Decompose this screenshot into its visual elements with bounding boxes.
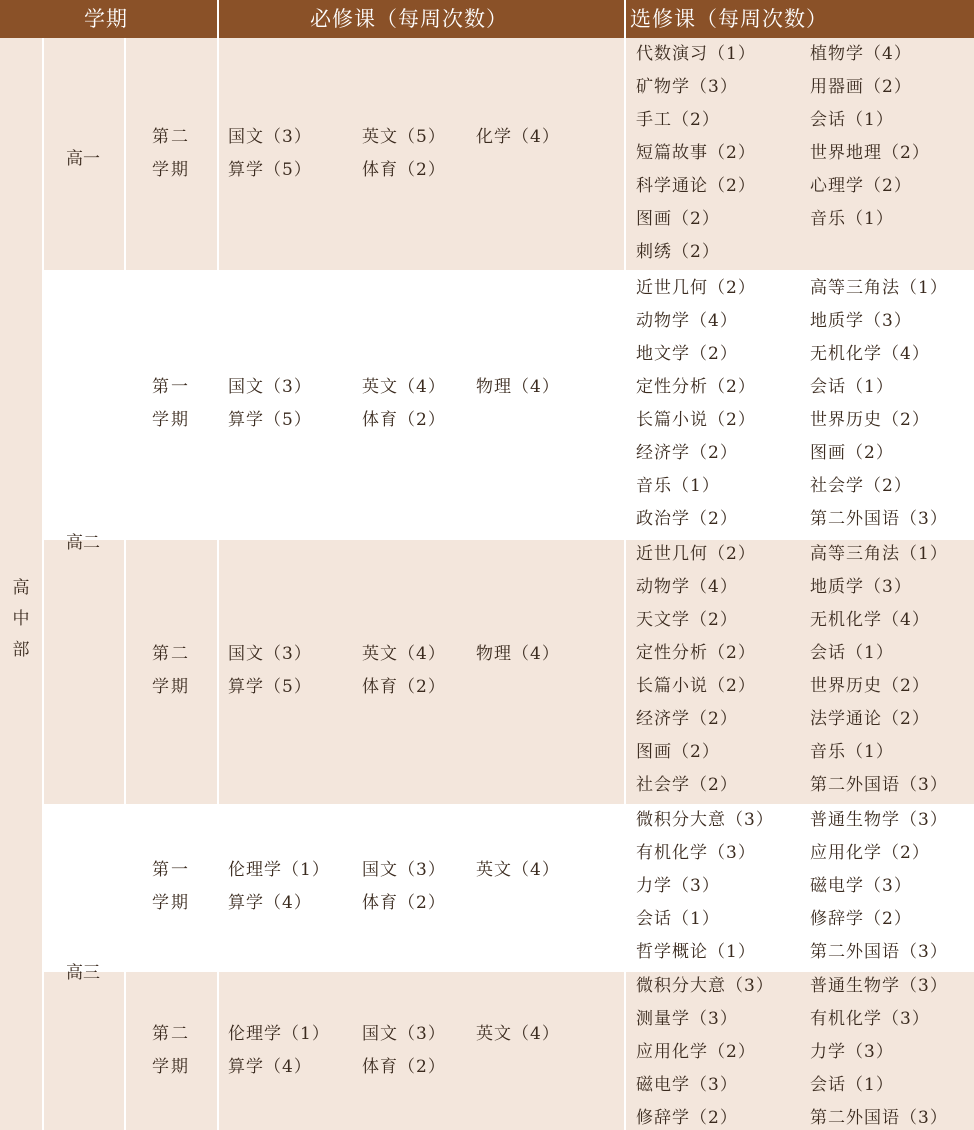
required-course: 物理（4） <box>476 377 560 397</box>
elective-course: 动物学（4） <box>636 577 738 597</box>
term-label-line: 第一 <box>152 860 190 880</box>
header-elective: 选修课（每周次数） <box>630 7 828 31</box>
elective-course: 有机化学（3） <box>636 843 756 863</box>
elective-course: 普通生物学（3） <box>810 976 948 996</box>
level-column <box>0 38 42 1130</box>
required-course: 体育（2） <box>362 160 446 180</box>
required-course: 英文（4） <box>476 1024 560 1044</box>
elective-course: 有机化学（3） <box>810 1009 930 1029</box>
elective-course: 图画（2） <box>636 209 720 229</box>
elective-course: 音乐（1） <box>810 209 894 229</box>
elective-course: 会话（1） <box>636 909 720 929</box>
term-label-line: 学期 <box>152 160 190 180</box>
term-label-line: 第一 <box>152 377 190 397</box>
required-course: 算学（4） <box>228 893 312 913</box>
column-divider <box>217 0 219 1130</box>
elective-course: 政治学（2） <box>636 509 738 529</box>
header-required: 必修课（每周次数） <box>310 7 508 31</box>
elective-course: 修辞学（2） <box>810 909 912 929</box>
elective-course: 微积分大意（3） <box>636 810 774 830</box>
elective-course: 应用化学（2） <box>636 1042 756 1062</box>
elective-course: 定性分析（2） <box>636 643 756 663</box>
elective-course: 近世几何（2） <box>636 278 756 298</box>
required-course: 英文（4） <box>362 644 446 664</box>
grade-label: 高一 <box>66 149 100 169</box>
required-course: 算学（5） <box>228 160 312 180</box>
elective-course: 第二外国语（3） <box>810 509 948 529</box>
elective-course: 地文学（2） <box>636 344 738 364</box>
required-course: 英文（5） <box>362 127 446 147</box>
elective-course: 代数演习（1） <box>636 44 756 64</box>
elective-course: 会话（1） <box>810 110 894 130</box>
grade-label: 高三 <box>66 963 100 983</box>
grade-label: 高二 <box>66 533 100 553</box>
required-course: 体育（2） <box>362 677 446 697</box>
elective-course: 第二外国语（3） <box>810 775 948 795</box>
required-course: 算学（4） <box>228 1057 312 1077</box>
elective-course: 第二外国语（3） <box>810 1108 948 1128</box>
elective-course: 近世几何（2） <box>636 544 756 564</box>
elective-course: 音乐（1） <box>810 742 894 762</box>
term-label-line: 学期 <box>152 677 190 697</box>
elective-course: 经济学（2） <box>636 709 738 729</box>
required-course: 英文（4） <box>476 860 560 880</box>
required-course: 国文（3） <box>228 377 312 397</box>
required-course: 算学（5） <box>228 677 312 697</box>
required-course: 算学（5） <box>228 410 312 430</box>
header-term: 学期 <box>84 7 128 31</box>
term-label-line: 第二 <box>152 1024 190 1044</box>
required-course: 国文（3） <box>362 860 446 880</box>
term-label-line: 学期 <box>152 410 190 430</box>
elective-course: 长篇小说（2） <box>636 410 756 430</box>
elective-course: 普通生物学（3） <box>810 810 948 830</box>
required-course: 国文（3） <box>362 1024 446 1044</box>
required-course: 体育（2） <box>362 410 446 430</box>
elective-course: 测量学（3） <box>636 1009 738 1029</box>
elective-course: 科学通论（2） <box>636 176 756 196</box>
term-label <box>152 638 190 704</box>
elective-course: 无机化学（4） <box>810 610 930 630</box>
elective-course: 植物学（4） <box>810 44 912 64</box>
elective-course: 无机化学（4） <box>810 344 930 364</box>
elective-course: 心理学（2） <box>810 176 912 196</box>
required-course: 化学（4） <box>476 127 560 147</box>
term-label <box>152 1018 190 1084</box>
elective-course: 定性分析（2） <box>636 377 756 397</box>
elective-course: 音乐（1） <box>636 476 720 496</box>
term-label-line: 第二 <box>152 127 190 147</box>
required-course: 伦理学（1） <box>228 860 330 880</box>
elective-course: 社会学（2） <box>636 775 738 795</box>
level-label: 高 中 部 <box>12 578 30 660</box>
required-course: 体育（2） <box>362 1057 446 1077</box>
table-header <box>0 0 974 38</box>
elective-course: 地质学（3） <box>810 577 912 597</box>
column-divider <box>124 38 126 1130</box>
term-label-line: 第二 <box>152 644 190 664</box>
elective-course: 磁电学（3） <box>636 1075 738 1095</box>
elective-course: 高等三角法（1） <box>810 278 948 298</box>
required-course: 伦理学（1） <box>228 1024 330 1044</box>
elective-course: 社会学（2） <box>810 476 912 496</box>
elective-course: 会话（1） <box>810 377 894 397</box>
elective-course: 刺绣（2） <box>636 242 720 262</box>
required-course: 国文（3） <box>228 127 312 147</box>
elective-course: 矿物学（3） <box>636 77 738 97</box>
elective-course: 图画（2） <box>636 742 720 762</box>
elective-course: 世界地理（2） <box>810 143 930 163</box>
elective-course: 短篇故事（2） <box>636 143 756 163</box>
elective-course: 地质学（3） <box>810 311 912 331</box>
elective-course: 动物学（4） <box>636 311 738 331</box>
required-course: 国文（3） <box>228 644 312 664</box>
required-course: 英文（4） <box>362 377 446 397</box>
elective-course: 力学（3） <box>810 1042 894 1062</box>
term-label-line: 学期 <box>152 893 190 913</box>
elective-course: 图画（2） <box>810 443 894 463</box>
elective-course: 高等三角法（1） <box>810 544 948 564</box>
term-label <box>152 371 190 437</box>
elective-course: 修辞学（2） <box>636 1108 738 1128</box>
term-label-line: 学期 <box>152 1057 190 1077</box>
required-course: 体育（2） <box>362 893 446 913</box>
elective-course: 法学通论（2） <box>810 709 930 729</box>
elective-course: 手工（2） <box>636 110 720 130</box>
elective-course: 用器画（2） <box>810 77 912 97</box>
elective-course: 会话（1） <box>810 643 894 663</box>
elective-course: 世界历史（2） <box>810 410 930 430</box>
elective-course: 微积分大意（3） <box>636 976 774 996</box>
column-divider <box>624 0 626 1130</box>
term-label <box>152 121 190 187</box>
term-label <box>152 854 190 920</box>
required-course: 物理（4） <box>476 644 560 664</box>
elective-course: 哲学概论（1） <box>636 942 756 962</box>
elective-course: 第二外国语（3） <box>810 942 948 962</box>
elective-course: 天文学（2） <box>636 610 738 630</box>
elective-course: 力学（3） <box>636 876 720 896</box>
elective-course: 应用化学（2） <box>810 843 930 863</box>
elective-course: 世界历史（2） <box>810 676 930 696</box>
elective-course: 磁电学（3） <box>810 876 912 896</box>
elective-course: 长篇小说（2） <box>636 676 756 696</box>
elective-course: 会话（1） <box>810 1075 894 1095</box>
elective-course: 经济学（2） <box>636 443 738 463</box>
